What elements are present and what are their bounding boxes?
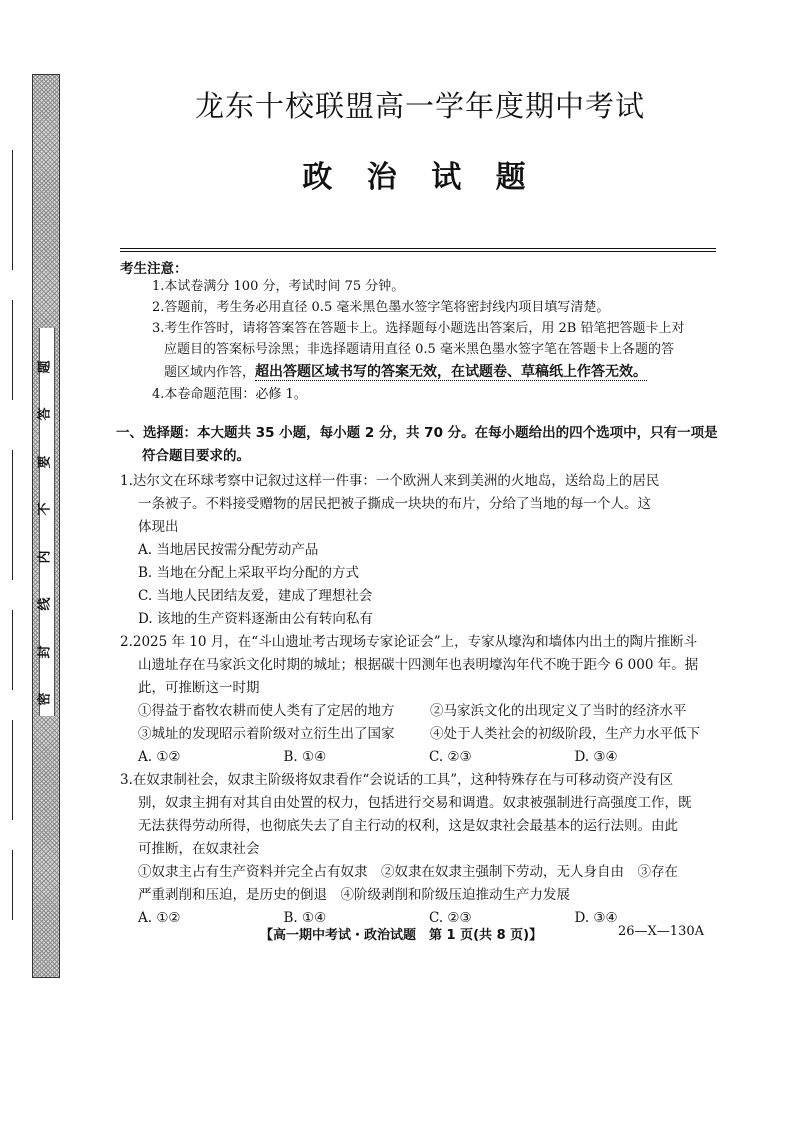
question-stem: 别，奴隶主拥有对其自由处置的权力，包括进行交易和调遣。奴隶被强制进行高强度工作，既	[138, 795, 692, 811]
option-b: B. ①④	[283, 910, 327, 926]
seal-char: 要	[37, 455, 53, 469]
option-d: D. ③④	[574, 910, 618, 926]
seal-char: 不	[37, 502, 53, 516]
header-rule	[120, 248, 716, 249]
statement-row	[120, 723, 720, 746]
option-b: B. 当地在分配上采取平均分配的方式	[138, 565, 360, 581]
notice-item-emphasis-line	[120, 360, 720, 384]
statement-row	[120, 700, 720, 723]
notice-item: 1.本试卷满分 100 分，考试时间 75 分钟。	[152, 279, 405, 294]
question-content	[116, 422, 720, 930]
statement: ②马家浜文化的出现定义了当时的经济水平	[430, 703, 687, 719]
footer-title: 【高一期中考试・政治试题 第 1 页(共 8 页)】	[260, 928, 543, 943]
margin-line	[12, 450, 13, 580]
question-stem: 1.达尔文在环球考察中记叙过这样一件事：一个欧洲人来到美洲的火地岛，送给岛上的居民	[120, 473, 660, 489]
options-row	[120, 746, 720, 769]
margin-line	[12, 610, 13, 690]
option-a: A. 当地居民按需分配劳动产品	[138, 542, 319, 558]
notice-item: 4.本卷命题范围：必修 1。	[152, 387, 307, 402]
notice-heading: 考生注意：	[120, 261, 188, 277]
margin-line	[12, 850, 13, 920]
statement: ①奴隶主占有生产资料并完全占有奴隶 ②奴隶在奴隶主强制下劳动，无人身自由 ③存在	[138, 864, 678, 880]
option-a: A. ①②	[138, 910, 181, 926]
option-d: D. ③④	[574, 749, 618, 765]
seal-char: 线	[37, 597, 53, 611]
margin-line	[12, 720, 13, 820]
notice-emphasis: 超出答题区域书写的答案无效，在试题卷、草稿纸上作答无效。	[255, 364, 648, 380]
question-stem: 无法获得劳动所得，也彻底失去了自主行动的权利，这是奴隶社会最基本的运行法则。由此	[138, 818, 678, 834]
seal-char: 答	[37, 407, 53, 421]
option-c: C. ②③	[429, 749, 472, 765]
option-a: A. ①②	[138, 749, 181, 765]
exam-subject: 政 治 试 题	[302, 160, 538, 195]
section-heading: 符合题目要求的。	[142, 448, 250, 464]
statement: 严重剥削和压迫，是历史的倒退 ④阶级剥削和阶级压迫推动生产力发展	[138, 887, 570, 903]
option-c: C. ②③	[429, 910, 472, 926]
question-stem: 可推断，在奴隶社会	[138, 841, 260, 857]
option-c: C. 当地人民团结友爱，建成了理想社会	[138, 588, 373, 604]
question-stem: 一条被子。不料接受赠物的居民把被子撕成一块块的布片，分给了当地的每一个人。这	[138, 496, 651, 512]
question-stem: 2.2025 年 10 月，在“斗山遗址考古现场专家论证会”上，专家从壕沟和墙体内出土的陶片推断斗	[120, 634, 698, 650]
margin-line	[12, 150, 13, 270]
header-rule	[120, 251, 716, 252]
seal-char: 内	[37, 550, 53, 564]
section-heading: 一、选择题：本大题共 35 小题，每小题 2 分，共 70 分。在每小题给出的四个选项中，只有一项是	[116, 425, 718, 441]
candidate-notice	[120, 257, 720, 405]
exam-title: 龙东十校联盟高一学年度期中考试	[194, 89, 645, 123]
notice-item: 题区域内作答，	[164, 365, 256, 380]
paper-code: 26—X—130A	[618, 924, 704, 939]
question-stem: 体现出	[138, 519, 179, 535]
seal-char: 封	[37, 645, 53, 659]
question-stem: 3.在奴隶制社会，奴隶主阶级将奴隶看作“会说话的工具”，这种特殊存在与可移动资产没有区	[120, 772, 674, 788]
seal-char: 密	[37, 692, 53, 706]
statement: ①得益于畜牧农耕而使人类有了定居的地方	[138, 703, 395, 719]
question-stem: 山遗址存在马家浜文化时期的城址；根据碳十四测年也表明壕沟年代不晚于距今 6 000 年。据	[138, 657, 699, 673]
notice-item: 2.答题前，考生务必用直径 0.5 毫米黑色墨水签字笔将密封线内项目填写清楚。	[152, 300, 610, 315]
option-b: B. ①④	[283, 749, 327, 765]
seal-char: 题	[37, 360, 53, 374]
seal-line-text	[39, 328, 53, 716]
margin-line	[12, 300, 13, 400]
notice-item: 应题目的答案标号涂黑；非选择题请用直径 0.5 毫米黑色墨水签字笔在答题卡上各题的答	[164, 342, 674, 357]
statement: ④处于人类社会的初级阶段，生产力水平低下	[430, 726, 700, 742]
option-d: D. 该地的生产资料逐渐由公有转向私有	[138, 611, 373, 627]
notice-item: 3.考生作答时，请将答案答在答题卡上。选择题每小题选出答案后，用 2B 铅笔把答题卡上对	[152, 321, 685, 336]
statement: ③城址的发现昭示着阶级对立衍生出了国家	[138, 726, 395, 742]
question-stem: 此，可推断这一时期	[138, 680, 260, 696]
